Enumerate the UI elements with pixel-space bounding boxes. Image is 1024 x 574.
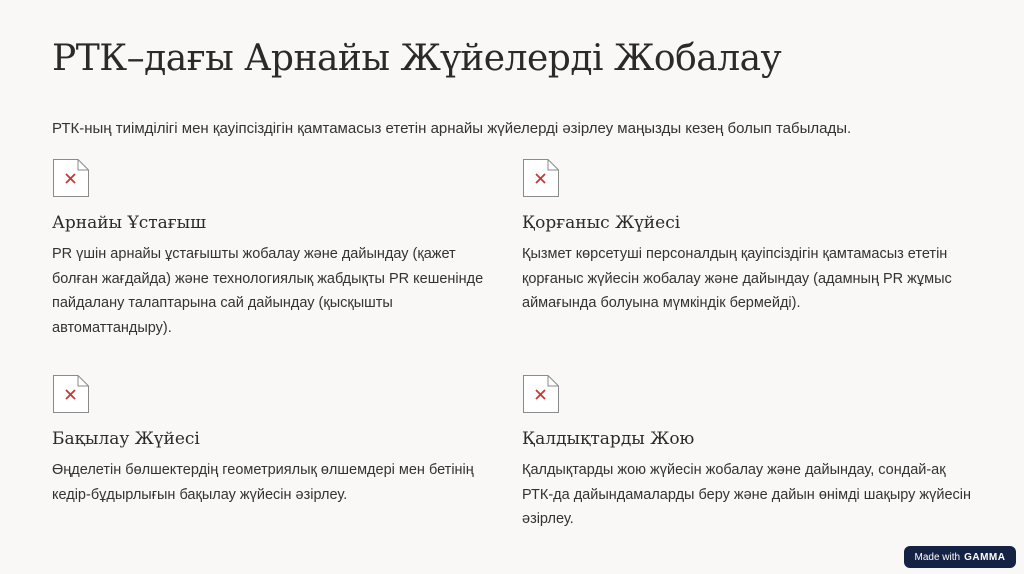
card-text: PR үшін арнайы ұстағышты жобалау және дайындау (қажет болған жағдайда) және технологиялық жабдықты PR кешенінде пайдалану талаптарына сай дайындау (қысқышты автоматтандыру).	[52, 246, 484, 336]
broken-image-icon	[52, 158, 90, 198]
card-text: Қалдықтарды жою жүйесін жобалау және дайындау, сондай-ақ РТК-да дайындамаларды беру және дайын өнімді шақыру жүйесін әзірлеу.	[522, 462, 972, 527]
card-protection-system	[522, 158, 972, 316]
badge-prefix: Made with	[914, 551, 961, 563]
card-control-system	[52, 374, 502, 507]
card-text: Өңделетін бөлшектердің геометриялық өлшемдері мен бетінің кедір-бұдырлығын бақылау жүйесін әзірлеу.	[52, 462, 474, 503]
card-special-holder	[52, 158, 502, 340]
page-title: РТК–дағы Арнайы Жүйелерді Жобалау	[52, 38, 782, 79]
gamma-logo: GAMMA	[964, 551, 1006, 563]
card-title: Бақылау Жүйесі	[52, 429, 200, 449]
made-with-gamma-badge[interactable]	[904, 546, 1016, 568]
card-title: Қорғаныс Жүйесі	[522, 213, 681, 233]
card-title: Қалдықтарды Жою	[522, 429, 695, 449]
card-waste-removal	[522, 374, 972, 532]
page-subtitle: РТК-ның тиімділігі мен қауіпсіздігін қамтамасыз ететін арнайы жүйелерді әзірлеу маңызды кезең болып табылады.	[52, 120, 852, 137]
card-text: Қызмет көрсетуші персоналдың қауіпсіздігін қамтамасыз ететін қорғаныс жүйесін жобалау және дайындау (адамның PR жұмыс аймағында болуына мүмкіндік бермейді).	[522, 246, 952, 311]
broken-image-icon	[52, 374, 90, 414]
broken-image-icon	[522, 374, 560, 414]
broken-image-icon	[522, 158, 560, 198]
card-title: Арнайы Ұстағыш	[52, 213, 207, 233]
